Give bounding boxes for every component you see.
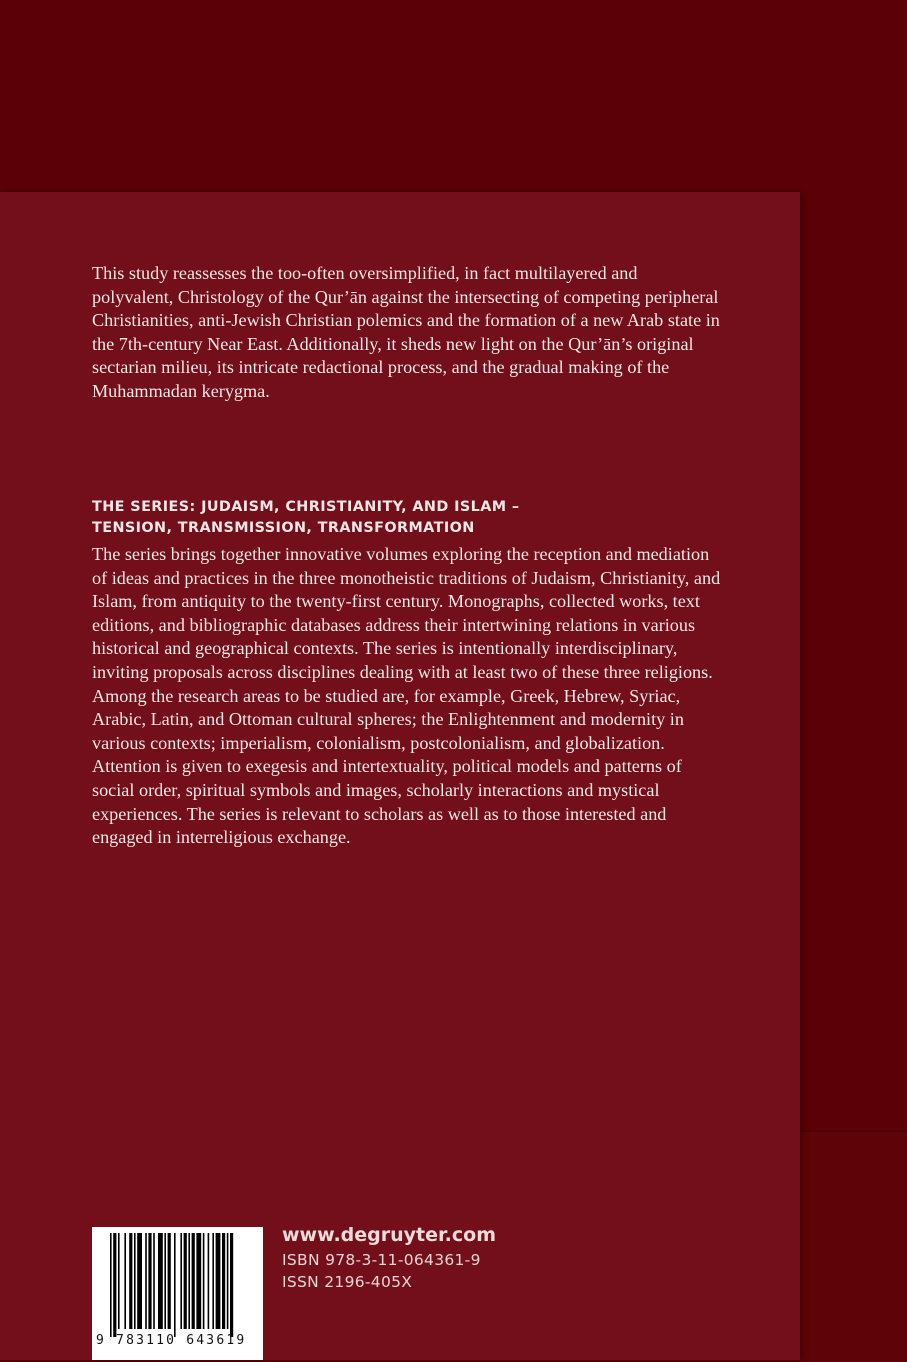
barcode-bar — [227, 1233, 229, 1329]
barcode-bar — [168, 1233, 171, 1329]
publisher-website: www.degruyter.com — [282, 1224, 496, 1246]
series-heading-line-2: TENSION, TRANSMISSION, TRANSFORMATION — [92, 520, 475, 536]
barcode-bar — [118, 1233, 120, 1329]
barcode-bar — [212, 1233, 214, 1329]
barcode-bars — [92, 1227, 263, 1337]
background-bottom-band — [800, 1130, 907, 1362]
barcode-bar — [230, 1233, 233, 1337]
barcode-bar — [174, 1233, 176, 1337]
barcode-bar — [184, 1233, 187, 1329]
barcode-bar — [180, 1233, 182, 1329]
barcode-bar — [145, 1233, 147, 1329]
barcode-bar — [148, 1233, 151, 1329]
isbn-barcode — [92, 1227, 263, 1360]
barcode-bar — [124, 1233, 126, 1329]
barcode-bar — [222, 1233, 225, 1329]
barcode-bar — [137, 1233, 142, 1329]
barcode-bar — [216, 1233, 221, 1329]
barcode-bar — [192, 1233, 195, 1329]
issn-number: ISSN 2196-405X — [282, 1273, 413, 1291]
barcode-bar — [196, 1233, 201, 1329]
series-heading-line-1: THE SERIES: JUDAISM, CHRISTIANITY, AND ISLAM – — [92, 499, 520, 515]
barcode-bar — [203, 1233, 205, 1329]
barcode-bar — [129, 1233, 132, 1329]
isbn-number: ISBN 978-3-11-064361-9 — [282, 1251, 481, 1269]
series-description: The series brings together innovative volumes exploring the reception and mediation of ideas and practices in the three monotheistic traditions of Judaism, Christianity, and Islam, from antiquity to the twenty-first century. Monographs, collected works, text editions, and bibliographic databases address their intertwining relations in various historical and geographical contexts. The series is intentionally interdisciplinary, inviting proposals across disciplines dealing with at least two of these three religions. Among the research areas to be studied are, for example, Greek, Hebrew, Syriac, Arabic, Latin, and Ottoman cultural spheres; the Enlightenment and modernity in various contexts; imperialism, colonialism, postcolonialism, and globalization. Attention is given to exegesis and intertextuality, political models and patterns of social order, spiritual symbols and images, scholarly interactions and mystical experiences. The series is relevant to scholars as well as to those interested and engaged in interreligious exchange. — [92, 544, 721, 848]
barcode-bar — [110, 1233, 112, 1337]
book-description: This study reassesses the too-often oversimplified, in fact multilayered and polyvalent, Christology of the Qur’ān against the intersecting of competing peripheral Christianities, anti-Jewish Christian polemics and the formation of a new Arab state in the 7th-century Near East. Additionally, it sheds new light on the Qur’ān’s original sectarian milieu, its intricate redactional process, and the gradual making of the Muhammadan kerygma. — [92, 263, 720, 401]
barcode-digits: 9 783110 643619 — [96, 1333, 247, 1348]
barcode-bar — [134, 1233, 136, 1329]
barcode-bar — [113, 1233, 116, 1337]
barcode-bar — [188, 1233, 190, 1329]
barcode-bar — [153, 1233, 155, 1329]
barcode-bar — [208, 1233, 210, 1329]
barcode-bar — [158, 1233, 163, 1329]
series-heading — [92, 497, 732, 539]
barcode-bar — [164, 1233, 166, 1329]
